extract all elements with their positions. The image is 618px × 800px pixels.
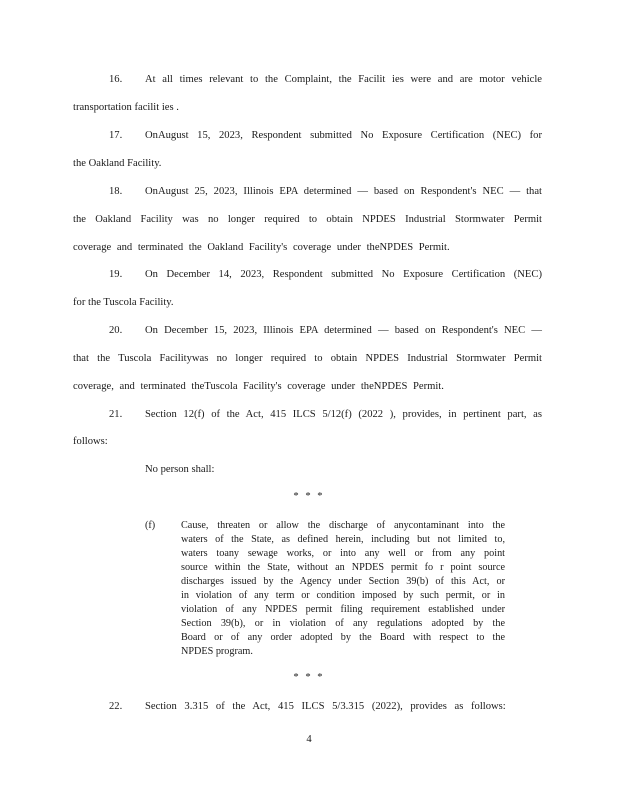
paragraph-21-line-1: 21. Section 12(f) of the Act, 415 ILCS 5/12(f) (2022 ), provides, in pertinent part, as [109, 409, 542, 420]
quote-line: Section 39(b), or in violation of any regulations adopted by the [181, 618, 505, 629]
paragraph-20-line-1: 20. On December 15, 2023, Illinois EPA determined — based on Respondent's NEC — [109, 325, 542, 336]
paragraph-17-line-1: 17. OnAugust 15, 2023, Respondent submitted No Exposure Certification (NEC) for [109, 130, 542, 141]
quote-line: Board or of any order adopted by the Board with respect to the [181, 632, 505, 643]
paragraph-19-line-2: for the Tuscola Facility. [73, 297, 174, 308]
paragraph-21-line-2: follows: [73, 436, 108, 447]
quote-line: violation of any NPDES permit filing requirement established under [181, 604, 505, 615]
paragraph-18-line-1: 18. OnAugust 25, 2023, Illinois EPA determined — based on Respondent's NEC — that [109, 186, 542, 197]
quote-line: source within the State, without an NPDES permit fo r point source [181, 562, 505, 573]
quote-line: NPDES program. [181, 646, 253, 657]
paragraph-22: 22. Section 3.315 of the Act, 415 ILCS 5/3.315 (2022), provides as follows: [109, 701, 506, 712]
paragraph-16-line-2: transportation facilit ies . [73, 102, 179, 113]
paragraph-16-line-1: 16. At all times relevant to the Complaint, the Facilit ies were and are motor vehicle [109, 74, 542, 85]
quote-intro: No person shall: [145, 464, 215, 475]
quote-line: discharges issued by the Agency under Section 39(b) of this Act, or [181, 576, 505, 587]
paragraph-18-line-3: coverage and terminated the Oakland Facility's coverage under theNPDES Permit. [73, 242, 450, 253]
paragraph-20-line-3: coverage, and terminated theTuscola Facility's coverage under theNPDES Permit. [73, 381, 444, 392]
quote-line: waters toany sewage works, or into any well or from any point [181, 548, 505, 559]
page-number: 4 [306, 734, 312, 745]
quote-line: in violation of any term or condition imposed by such permit, or in [181, 590, 505, 601]
section-separator-top: * * * [293, 491, 325, 502]
paragraph-17-line-2: the Oakland Facility. [73, 158, 162, 169]
quote-line: Cause, threaten or allow the discharge of anycontaminant into the [181, 520, 505, 531]
paragraph-19-line-1: 19. On December 14, 2023, Respondent submitted No Exposure Certification (NEC) [109, 269, 542, 280]
section-separator-bottom: * * * [293, 672, 325, 683]
paragraph-20-line-2: that the Tuscola Facilitywas no longer required to obtain NPDES Industrial Stormwater Permit [73, 353, 542, 364]
paragraph-18-line-2: the Oakland Facility was no longer required to obtain NPDES Industrial Stormwater Permit [73, 214, 542, 225]
quote-line: waters of the State, as defined herein, including but not limited to, [181, 534, 505, 545]
quote-item-text [181, 519, 505, 659]
quote-item-label: (f) [145, 520, 156, 531]
